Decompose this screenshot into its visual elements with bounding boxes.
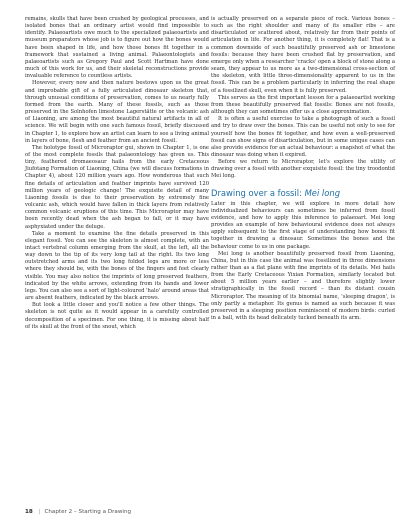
body-paragraph: The holotype fossil of Microraptor gui, shown in Chapter 1, is one of the most complete fossils that palaeontology has given us. This tiny, feathered dromaeosaur hails from the early Cretaceous Jiufotang Formation of Liaoning, China (we will discuss formations in Chapter 4), about 120 million years ago. How wonderous that such fine details of articulation and feather imprints have survived 120 million years of geologic change! The exquisite detail of many Liaoning fossils is due to their preservation by extremely fine volcanic ash, which would have fallen in thick layers from relatively common volcanic eruptions of this time. This Microraptor may have been recently dead when the ash began to fall, or it may have asphyxiated under the deluge. [25, 144, 209, 230]
footer-separator: | [38, 509, 41, 515]
body-paragraph: Later in this chapter, we will explore in more detail how individualized behaviours can sometimes be inferred from fossil evidence, and how to apply this inference to palaeoart. Mei long provides an example of how behavioural evidence does not always apply subsequent to the first stage of understanding how bones fit together in drawing a dinosaur. Sometimes the bones and the behaviour come to us in one package. [211, 200, 395, 250]
section-heading-species: Mei long [304, 187, 341, 198]
page-number: 18 [25, 509, 33, 515]
right-column [211, 16, 395, 322]
body-paragraph: remains, skulls that have been crushed by geological processes, and isolated bones that an ordinary artist would find impossible to identify. Palaeoartists owe much to the specialized palaeoartists and museum preparators whose job is to figure out how the bones would have been shaped in life, and how those bones fit together in a framework that sustained a living animal. Palaeontologists and palaeoartists such as Gregory Paul and Scott Hartman have done much of this work for us, and their skeletal reconstructions provide invaluable reference to countless artists. [25, 16, 209, 80]
chapter-title: Chapter 2 – Starting a Drawing [44, 509, 132, 515]
body-paragraph: It is often a useful exercise to take a photograph of such a fossil and try to draw over the bones. This can be useful not only to see for yourself how the bones fit together, and how even a well-preserved fossil can show signs of disarticulation, but in some unique cases can also provide evidence for an actual behaviour: a snapshot of what the dinosaur was doing when it expired. [211, 116, 395, 158]
body-paragraph: is actually preserved on a separate piece of rock. Various bones – such as the right shoulder and many of its smaller ribs – are disarticulated or scattered about, relatively far from their points of articulation in life. For another thing, it is completely flat! That is a common downside of such beautifully preserved ash or limestone fossils: because they have been crushed flat by preservation, and emerge only when a researcher 'cracks' open a block of stone along a seam, they appear to us more as a two-dimensional cross-section of the skeleton, with little three-dimensionality apparent to us in the fossil. This can be a problem particularly in inferring the real shape of a fossilized skull, even when it is fully preserved. [211, 16, 395, 94]
section-heading-prefix: Drawing over a fossil: [211, 187, 305, 198]
body-paragraph: However, every now and then nature bestows upon us the great and improbable gift of a fully articulated dinosaur skeleton that, through unusual conditions of preservation, comes to us nearly fully formed from the earth. Many of these fossils, such as those preserved in the Solnhofen limestone Lagerstätte or the volcanic ash of Liaoning, are among the most beautiful natural artifacts in all of science. We will begin with one such famous fossil, briefly discussed in Chapter 1, to explore how an artist can learn to see a living animal in layers of bone, flesh and feather from an ancient fossil. [25, 80, 209, 144]
body-paragraph: This serves as the first important lesson for a palaeoartist working from these beautifully preserved flat fossils: Bones are not fossils, although they can sometimes offer us a close approximation. [211, 94, 395, 116]
body-paragraph: Take a moment to examine the fine details preserved in this elegant fossil. You can see the skeleton is almost complete, with an intact vertebral column emerging from the skull, at the left, all the way down to the tip of its very long tail at the right. Its two long outstretched arms and its two long folded legs are more or less where they should be, with the bones of the fingers and feet clearly visible. You may also notice the imprints of long preserved feathers, indicated by the white arrows, extending from its hands and lower legs. You can also see a sort of light-coloured 'halo' around areas that are absent feathers, indicated by the black arrows. [25, 230, 209, 302]
body-paragraph: But look a little closer and you'll notice a few other things. The skeleton is not quite as it would appear in a carefully controlled decomposition of a specimen. For one thing, it is missing about half of its skull at the front of the snout, which [25, 302, 209, 330]
body-paragraph: Before we return to Microraptor, let's explore the utility of drawing over a fossil with another exquisite fossil: the tiny troodontid Mei long. [211, 159, 395, 180]
body-paragraph: Mei long is another beautifully preserved fossil from Liaoning, China, but in this case the animal was fossilized in three dimensions rather than as a flat plane with fine imprints of its details. Mei hails from the Early Cretaceous Yixian Formation, similarly located but about 5 million years earlier – and therefore slightly lower stratigraphically in the fossil record – than its distant cousin Microraptor. The meaning of its binomial name, 'sleeping dragon', is only partly a metaphor. Its genus is named as such because it was preserved in a sleeping position reminiscent of modern birds: curled in a ball, with its head delicately tucked beneath its arm. [211, 250, 395, 322]
left-column [25, 16, 209, 331]
section-heading [211, 188, 395, 198]
page-footer [25, 509, 131, 515]
